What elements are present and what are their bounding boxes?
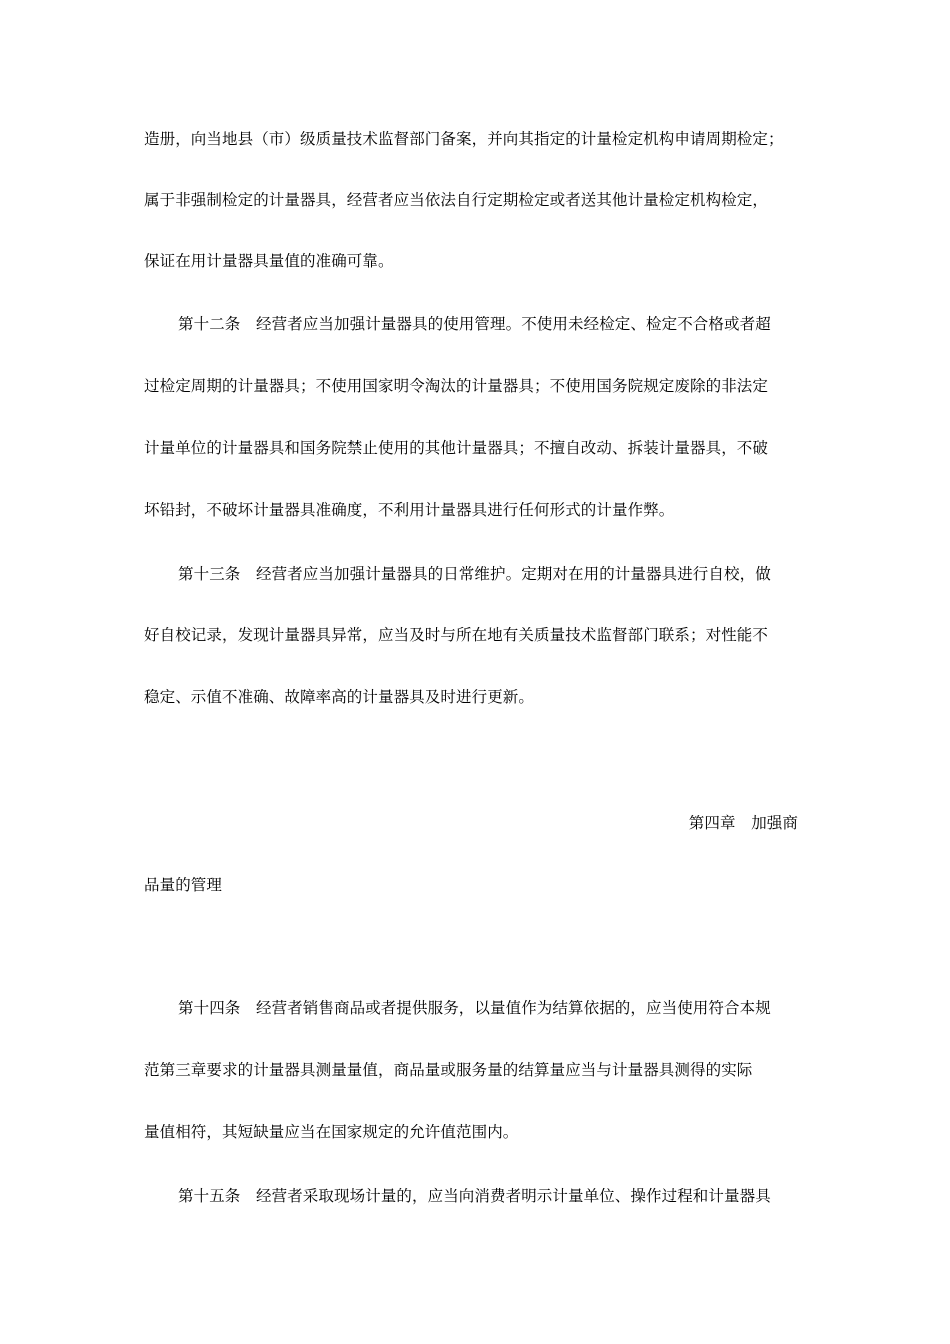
text-line: 坏铅封，不破坏计量器具准确度，不利用计量器具进行任何形式的计量作弊。 <box>144 501 675 519</box>
text-line: 保证在用计量器具量值的准确可靠。 <box>144 252 394 270</box>
article-15-first-line: 第十五条 经营者采取现场计量的，应当向消费者明示计量单位、操作过程和计量器具 <box>178 1187 771 1205</box>
text-line: 属于非强制检定的计量器具，经营者应当依法自行定期检定或者送其他计量检定机构检定， <box>144 191 769 209</box>
chapter-heading-continued: 品量的管理 <box>144 876 223 894</box>
text-line: 造册，向当地县（市）级质量技术监督部门备案，并向其指定的计量检定机构申请周期检定； <box>144 130 784 148</box>
text-line: 稳定、示值不准确、故障率高的计量器具及时进行更新。 <box>144 688 535 706</box>
text-line: 好自校记录，发现计量器具异常，应当及时与所在地有关质量技术监督部门联系；对性能不 <box>144 626 769 644</box>
chapter-heading: 第四章 加强商 <box>688 814 798 832</box>
text-line: 范第三章要求的计量器具测量量值，商品量或服务量的结算量应当与计量器具测得的实际 <box>144 1061 753 1079</box>
article-14-first-line: 第十四条 经营者销售商品或者提供服务，以量值作为结算依据的，应当使用符合本规 <box>178 999 771 1017</box>
text-line: 过检定周期的计量器具；不使用国家明令淘汰的计量器具；不使用国务院规定废除的非法定 <box>144 377 769 395</box>
article-13-first-line: 第十三条 经营者应当加强计量器具的日常维护。定期对在用的计量器具进行自校，做 <box>178 565 771 583</box>
text-line: 量值相符，其短缺量应当在国家规定的允许值范围内。 <box>144 1123 519 1141</box>
article-12-first-line: 第十二条 经营者应当加强计量器具的使用管理。不使用未经检定、检定不合格或者超 <box>178 315 771 333</box>
text-line: 计量单位的计量器具和国务院禁止使用的其他计量器具；不擅自改动、拆装计量器具，不破 <box>144 439 769 457</box>
